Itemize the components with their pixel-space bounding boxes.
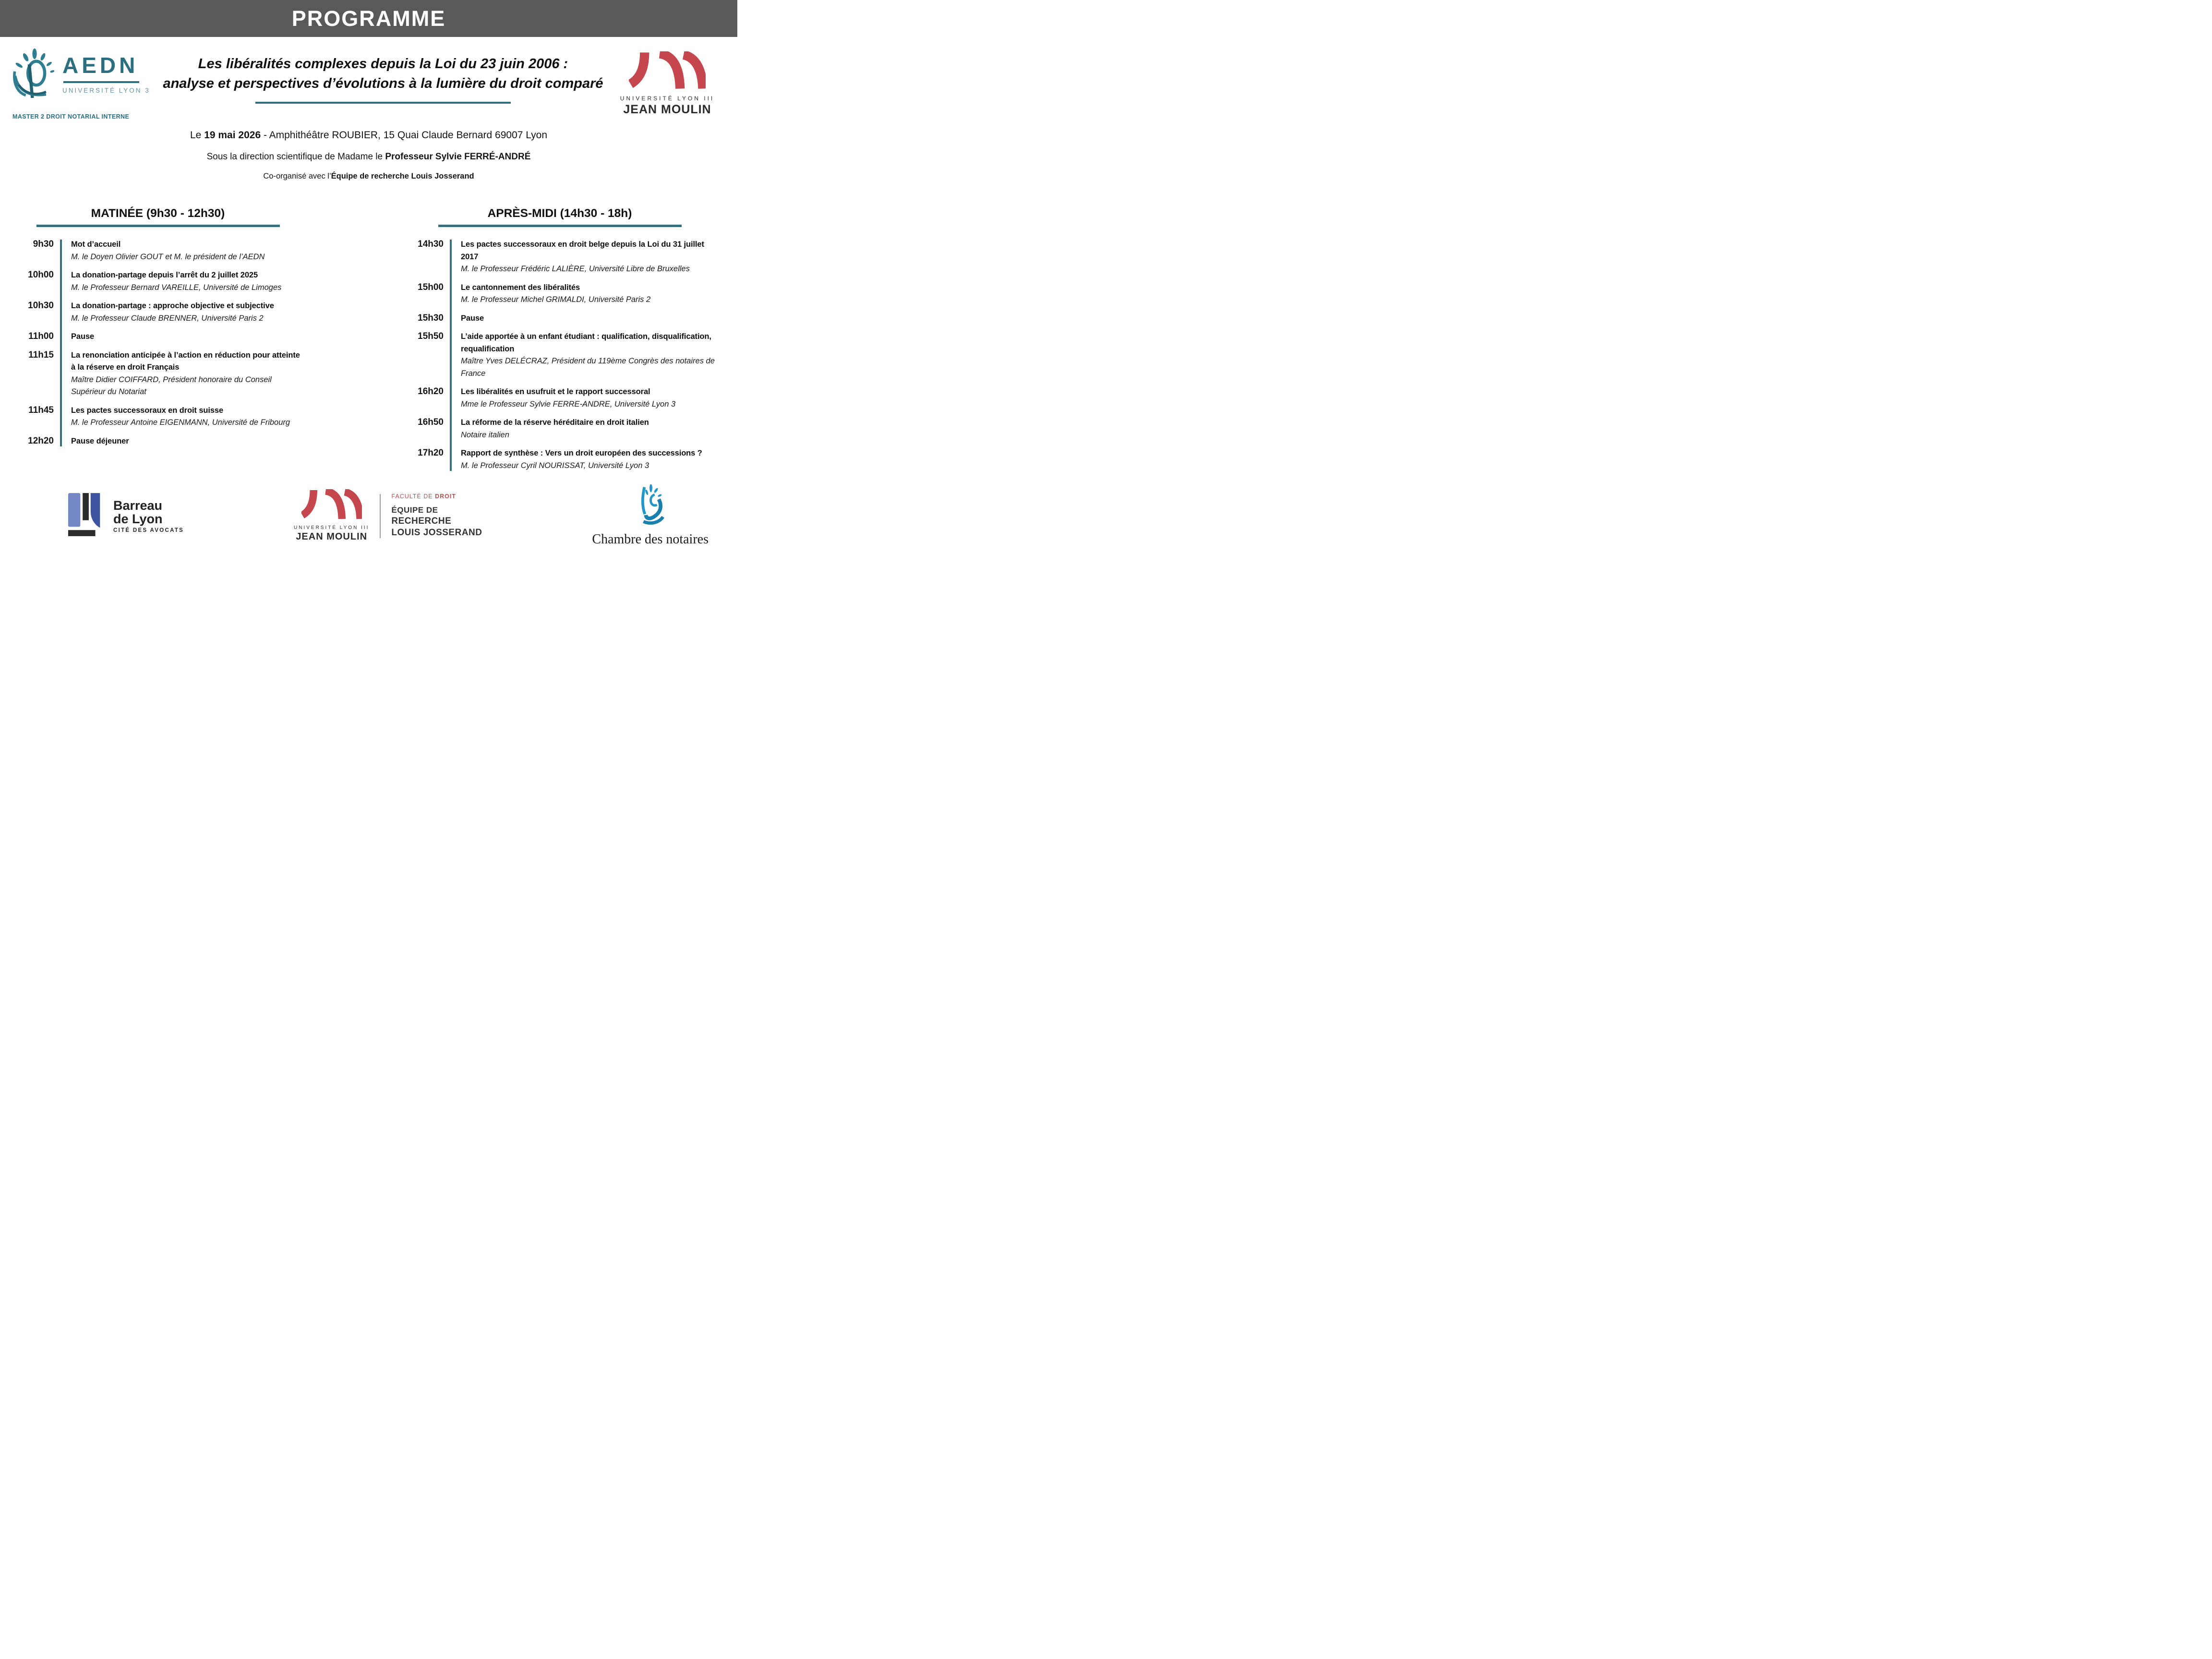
afternoon-column (403, 207, 716, 478)
jean-moulin-logo (610, 48, 725, 117)
session-row-1115 (13, 349, 302, 398)
date-bold: 19 mai 2026 (204, 130, 261, 141)
equipe-line2: RECHERCHE (391, 516, 452, 526)
session-time: 10h00 (28, 270, 54, 280)
session-row-1220 (13, 435, 302, 448)
session-speaker: Maître Didier COIFFARD, Président honoraire du Conseil Supérieur du Notariat (71, 375, 272, 396)
session-content (54, 405, 302, 429)
session-time: 15h50 (418, 331, 444, 341)
session-content (444, 313, 716, 325)
session-content (444, 386, 716, 410)
session-time: 11h15 (28, 349, 54, 360)
session-time: 16h50 (418, 417, 444, 427)
afternoon-vertical-rule (450, 240, 452, 471)
session-time: 15h30 (418, 313, 444, 323)
barreau-de-lyon-text (113, 499, 184, 533)
jean-moulin-jm-icon (629, 84, 706, 92)
jm-name-label: JEAN MOULIN (296, 531, 368, 542)
footer-divider (380, 494, 381, 538)
session-time: 11h45 (28, 405, 54, 415)
chambre-des-notaires-label: Chambre des notaires (592, 532, 709, 547)
session-speaker: M. le Professeur Bernard VAREILLE, Université de Limoges (71, 283, 282, 292)
jm-university-label: UNIVERSITÉ LYON III (294, 525, 370, 530)
morning-session-list (13, 239, 302, 447)
session-row-0930 (13, 239, 302, 263)
afternoon-session-list (403, 239, 716, 472)
date-rest: - Amphithéâtre ROUBIER, 15 Quai Claude Bernard 69007 Lyon (261, 130, 548, 141)
session-time: 11h00 (28, 331, 54, 341)
scientific-direction-line (0, 152, 737, 162)
aedn-logo-top (12, 48, 156, 107)
session-speaker: M. le Professeur Frédéric LALIÈRE, Université Libre de Bruxelles (461, 264, 690, 273)
session-title: Les pactes successoraux en droit belge depuis la Loi du 31 juillet 2017 (461, 240, 704, 261)
session-speaker: M. le Doyen Olivier GOUT et M. le président de l’AEDN (71, 252, 265, 261)
morning-vertical-rule (60, 240, 62, 446)
equipe-recherche-text (391, 493, 482, 539)
event-title-line2: analyse et perspectives d’évolutions à la lumière du droit comparé (163, 76, 603, 91)
afternoon-header-underline (438, 225, 682, 227)
aedn-university-label: UNIVERSITÉ LYON 3 (62, 87, 150, 94)
session-time: 17h20 (418, 448, 444, 458)
aedn-master-label: MASTER 2 DROIT NOTARIAL INTERNE (12, 113, 130, 120)
morning-column (13, 207, 302, 478)
session-time: 9h30 (33, 239, 54, 249)
barreau-subtitle: CITÉ DES AVOCATS (113, 527, 184, 533)
coorg-bold: Équipe de recherche Louis Josserand (331, 172, 474, 180)
session-title: La réforme de la réserve héréditaire en droit italien (461, 418, 649, 427)
session-speaker: M. le Professeur Michel GRIMALDI, Université Paris 2 (461, 295, 651, 304)
coorg-prefix: Co-organisé avec l’ (263, 172, 331, 180)
session-speaker: M. le Professeur Antoine EIGENMANN, Université de Fribourg (71, 418, 290, 427)
session-content (54, 331, 302, 343)
session-row-1100 (13, 331, 302, 343)
equipe-line3: LOUIS JOSSERAND (391, 528, 482, 538)
session-title: Pause déjeuner (71, 436, 129, 445)
jm-footer-logo (294, 489, 369, 542)
jean-moulin-jm-icon (301, 514, 362, 522)
header-row (0, 48, 737, 120)
aedn-logo (12, 48, 156, 120)
session-title: La renonciation anticipée à l’action en réduction pour atteinte à la réserve en droit Français (71, 350, 300, 372)
session-content (444, 417, 716, 441)
session-title: Mot d’accueil (71, 240, 121, 249)
session-title: Pause (461, 313, 484, 323)
session-speaker: M. le Professeur Cyril NOURISSAT, Université Lyon 3 (461, 461, 649, 470)
equipe-josserand-logo (294, 489, 482, 542)
faculte-prefix: FACULTÉ DE (391, 493, 435, 500)
chambre-des-notaires-logo (592, 484, 709, 547)
faculte-de-droit-label (391, 493, 482, 500)
schedule (0, 207, 737, 478)
equipe-line1: ÉQUIPE DE (391, 505, 438, 515)
aedn-underline (63, 81, 139, 83)
morning-header: MATINÉE (9h30 - 12h30) (91, 207, 225, 220)
jm-name-label: JEAN MOULIN (623, 103, 711, 116)
session-content (54, 269, 302, 294)
session-speaker: Notaire italien (461, 430, 509, 439)
barreau-de-lyon-icon (67, 491, 107, 541)
session-title: L’aide apportée à un enfant étudiant : qualification, disqualification, requalification (461, 332, 711, 353)
session-speaker: M. le Professeur Claude BRENNER, Université Paris 2 (71, 313, 264, 323)
session-title: Les libéralités en usufruit et le rapport successoral (461, 387, 650, 396)
aedn-acronym: AEDN (62, 53, 139, 78)
footer-logos (0, 484, 737, 547)
session-title: Les pactes successoraux en droit suisse (71, 406, 224, 415)
session-title: La donation-partage : approche objective et subjective (71, 301, 274, 310)
jm-university-label: UNIVERSITÉ LYON III (620, 95, 715, 102)
session-content (54, 239, 302, 263)
session-content (444, 331, 716, 380)
session-title: Le cantonnement des libéralités (461, 283, 580, 292)
session-speaker: Maître Yves DELÉCRAZ, Président du 119ème Congrès des notaires de France (461, 357, 715, 378)
session-time: 15h00 (418, 282, 444, 292)
session-content (444, 282, 716, 306)
co-organizer-line (0, 172, 737, 181)
session-content (444, 239, 716, 276)
session-time: 12h20 (28, 435, 54, 446)
faculte-bold: DROIT (435, 493, 456, 500)
session-row-1000 (13, 269, 302, 294)
session-row-1145 (13, 405, 302, 429)
event-title-underline (255, 102, 511, 104)
afternoon-header: APRÈS-MIDI (14h30 - 18h) (487, 207, 632, 220)
session-time: 16h20 (418, 386, 444, 397)
event-date-line (0, 130, 737, 141)
session-content (444, 447, 716, 472)
event-title-block (156, 48, 610, 104)
session-time: 14h30 (418, 239, 444, 249)
direction-prefix: Sous la direction scientifique de Madame le (206, 152, 385, 162)
date-prefix: Le (190, 130, 204, 141)
barreau-line1: Barreau (113, 498, 163, 513)
session-time: 10h30 (28, 301, 54, 311)
chambre-des-notaires-icon (633, 522, 668, 530)
aedn-logo-text (62, 48, 150, 94)
barreau-de-lyon-logo (67, 491, 184, 541)
page-title: PROGRAMME (291, 6, 446, 31)
event-title-line1: Les libéralités complexes depuis la Loi du 23 juin 2006 : (198, 56, 568, 72)
session-title: La donation-partage depuis l’arrêt du 2 juillet 2025 (71, 271, 258, 279)
session-title: Pause (71, 332, 95, 341)
barreau-line2: de Lyon (113, 511, 163, 526)
morning-header-underline (36, 225, 280, 227)
session-row-1030 (13, 300, 302, 325)
session-content (54, 300, 302, 325)
session-content (54, 349, 302, 398)
direction-bold: Professeur Sylvie FERRÉ-ANDRÉ (385, 152, 531, 162)
session-content (54, 435, 302, 448)
session-title: Rapport de synthèse : Vers un droit européen des successions ? (461, 449, 702, 457)
aedn-flower-hand-icon (12, 48, 57, 107)
session-speaker: Mme le Professeur Sylvie FERRE-ANDRE, Université Lyon 3 (461, 399, 676, 409)
top-title-bar (0, 0, 737, 37)
